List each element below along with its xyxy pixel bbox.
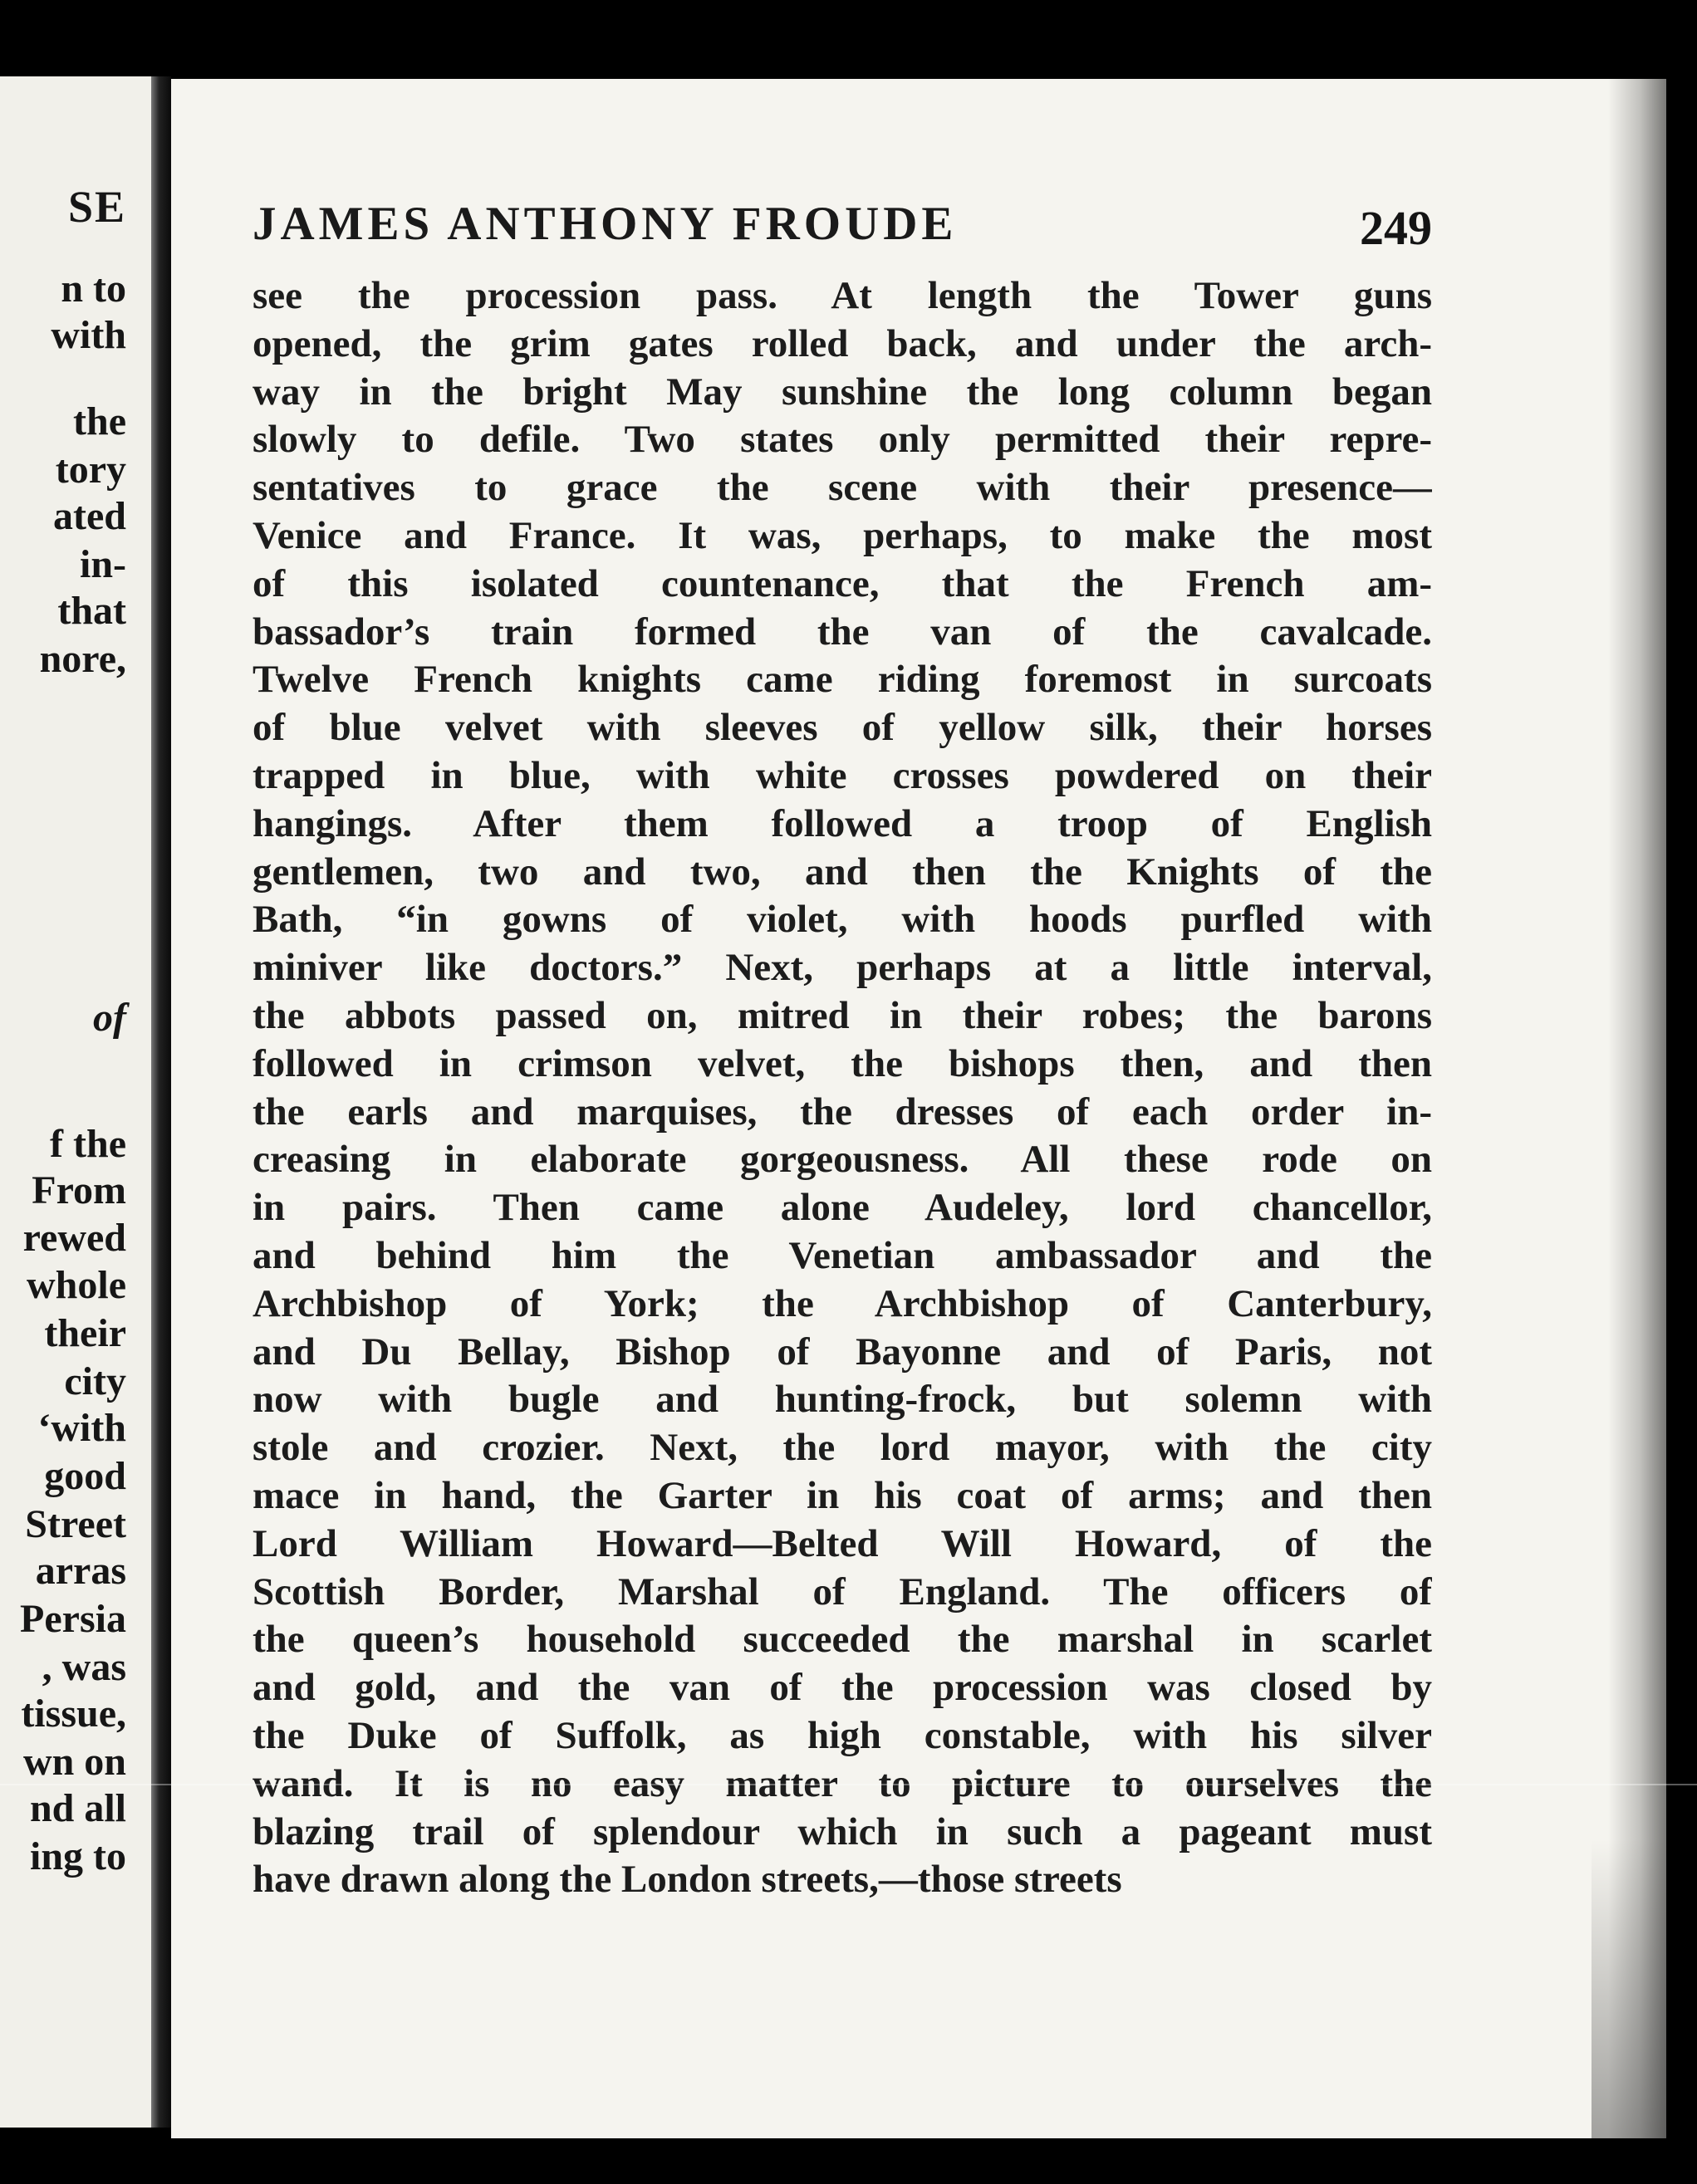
text-line: gentlemen, two and two, and then the Knights of the — [253, 850, 1432, 894]
text-line: opened, the grim gates rolled back, and under the arch- — [253, 321, 1432, 365]
text-line: trapped in blue, with white crosses powdered on their — [253, 753, 1432, 797]
text-line: blazing trail of splendour which in such a pageant must — [253, 1809, 1432, 1853]
book-gutter — [151, 76, 171, 2128]
text-line: and gold, and the van of the procession was closed by — [253, 1666, 1432, 1710]
text-line: Bath, “in gowns of violet, with hoods purfled with — [253, 898, 1432, 942]
text-line: hangings. After them followed a troop of English — [253, 801, 1432, 845]
text-line: Archbishop of York; the Archbishop of Canterbury, — [253, 1281, 1432, 1325]
text-line: followed in crimson velvet, the bishops then, and then — [253, 1041, 1432, 1085]
text-line: slowly to defile. Two states only permitted their repre- — [253, 418, 1432, 462]
text-line: and behind him the Venetian ambassador and the — [253, 1233, 1432, 1277]
left-page-line: arras — [35, 1549, 126, 1593]
text-line: of this isolated countenance, that the French am- — [253, 561, 1432, 605]
running-head-title: JAMES ANTHONY FROUDE — [253, 198, 958, 250]
text-line: now with bugle and hunting-frock, but solemn with — [253, 1378, 1432, 1422]
text-line: wand. It is no easy matter to picture to ourselves the — [253, 1761, 1432, 1805]
running-head — [253, 197, 1432, 255]
left-page-line: tory — [55, 448, 126, 492]
text-line: Venice and France. It was, perhaps, to make the most — [253, 513, 1432, 557]
text-line: miniver like doctors.” Next, perhaps at a little interval, — [253, 946, 1432, 990]
left-page — [0, 76, 151, 2128]
page-corner-shadow — [1592, 1839, 1666, 2138]
text-line: and Du Bellay, Bishop of Bayonne and of Paris, not — [253, 1329, 1432, 1374]
body-text — [253, 273, 1432, 1905]
left-page-line: From — [32, 1168, 126, 1212]
text-line: mace in hand, the Garter in his coat of arms; and then — [253, 1473, 1432, 1517]
left-page-line: their — [44, 1311, 126, 1355]
left-page-line: the — [73, 399, 126, 443]
text-line: have drawn along the London streets,—those streets — [253, 1858, 1122, 1902]
left-page-line: n to — [61, 267, 126, 311]
scan-artifact-line — [0, 1784, 1697, 1785]
left-page-line: nd all — [29, 1786, 126, 1830]
text-line: the abbots passed on, mitred in their robes; the barons — [253, 993, 1432, 1037]
text-line: the queen’s household succeeded the marshal in scarlet — [253, 1618, 1432, 1662]
text-line: the earls and marquises, the dresses of each order in- — [253, 1090, 1432, 1134]
left-page-line: whole — [27, 1263, 126, 1307]
left-page-line: with — [51, 313, 126, 357]
text-line: sentatives to grace the scene with their presence— — [253, 466, 1432, 510]
page-number: 249 — [1360, 201, 1432, 255]
text-line: the Duke of Suffolk, as high constable, with his silver — [253, 1713, 1432, 1757]
left-page-line: , was — [42, 1645, 126, 1689]
text-line: creasing in elaborate gorgeousness. All these rode on — [253, 1138, 1432, 1182]
left-page-line: ‘with — [37, 1406, 126, 1450]
left-page-line: nore, — [39, 637, 126, 681]
left-page-line: ing to — [29, 1834, 126, 1878]
left-page-line: Persia — [20, 1597, 126, 1641]
right-page — [171, 79, 1666, 2138]
left-page-line: tissue, — [21, 1692, 126, 1736]
text-line: see the procession pass. At length the Tower guns — [253, 274, 1432, 317]
text-line: stole and crozier. Next, the lord mayor, with the city — [253, 1426, 1432, 1470]
left-page-line: good — [44, 1454, 126, 1498]
left-page-line: that — [57, 589, 126, 633]
page-edge-shadow — [1608, 79, 1666, 2138]
left-page-line: in- — [79, 542, 126, 586]
text-line: bassador’s train formed the van of the cavalcade. — [253, 610, 1432, 654]
text-line: of blue velvet with sleeves of yellow silk, their horses — [253, 706, 1432, 750]
left-page-line: f the — [50, 1122, 126, 1166]
left-page-line: wn on — [22, 1740, 126, 1784]
left-page-line: city — [64, 1359, 126, 1403]
left-page-line: rewed — [22, 1216, 126, 1260]
text-line: in pairs. Then came alone Audeley, lord chancellor, — [253, 1186, 1432, 1230]
text-line: way in the bright May sunshine the long column began — [253, 370, 1432, 414]
text-line: Scottish Border, Marshal of England. The officers of — [253, 1569, 1432, 1614]
left-page-line: of — [93, 996, 126, 1040]
left-page-line: Street — [25, 1502, 126, 1546]
left-page-line: ated — [53, 494, 126, 538]
text-line: Twelve French knights came riding foremost in surcoats — [253, 658, 1432, 702]
left-page-heading-fragment: SE — [67, 182, 126, 232]
text-line: Lord William Howard—Belted Will Howard, of the — [253, 1521, 1432, 1565]
